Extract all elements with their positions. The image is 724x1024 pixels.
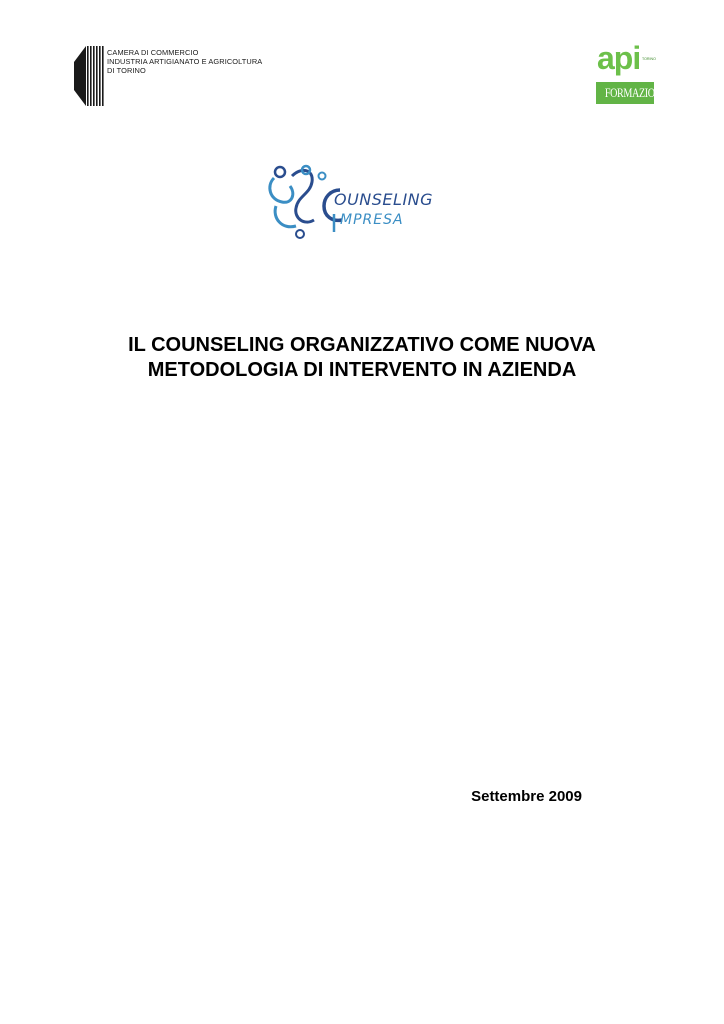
impresa-wordmark: MPRESA [340,212,404,228]
api-wordmark: api [597,40,641,76]
logo-line: CAMERA DI COMMERCIO [107,48,199,57]
mole-antonelliana-icon [72,44,106,108]
title-line: METODOLOGIA DI INTERVENTO IN AZIENDA [147,359,577,381]
formazione-band [596,82,668,104]
document-title [60,333,664,383]
formazione-label: FORMAZIONE [604,85,668,100]
logo-line: INDUSTRIA ARTIGIANATO E AGRICOLTURA [107,57,263,67]
logo-line: DI TORINO [107,66,146,76]
counseling-wordmark: OUNSELING [334,190,434,209]
title-line: IL COUNSELING ORGANIZZATIVO COME NUOVA [128,334,596,356]
document-date: Settembre 2009 [471,788,582,805]
chamber-of-commerce-logo [72,44,272,108]
chamber-of-commerce-name [107,48,262,76]
counseling-impresa-logo [262,156,468,242]
api-subtext: TORINO [642,57,656,61]
api-formazione-logo [596,40,668,104]
api-logo-top [596,42,654,80]
